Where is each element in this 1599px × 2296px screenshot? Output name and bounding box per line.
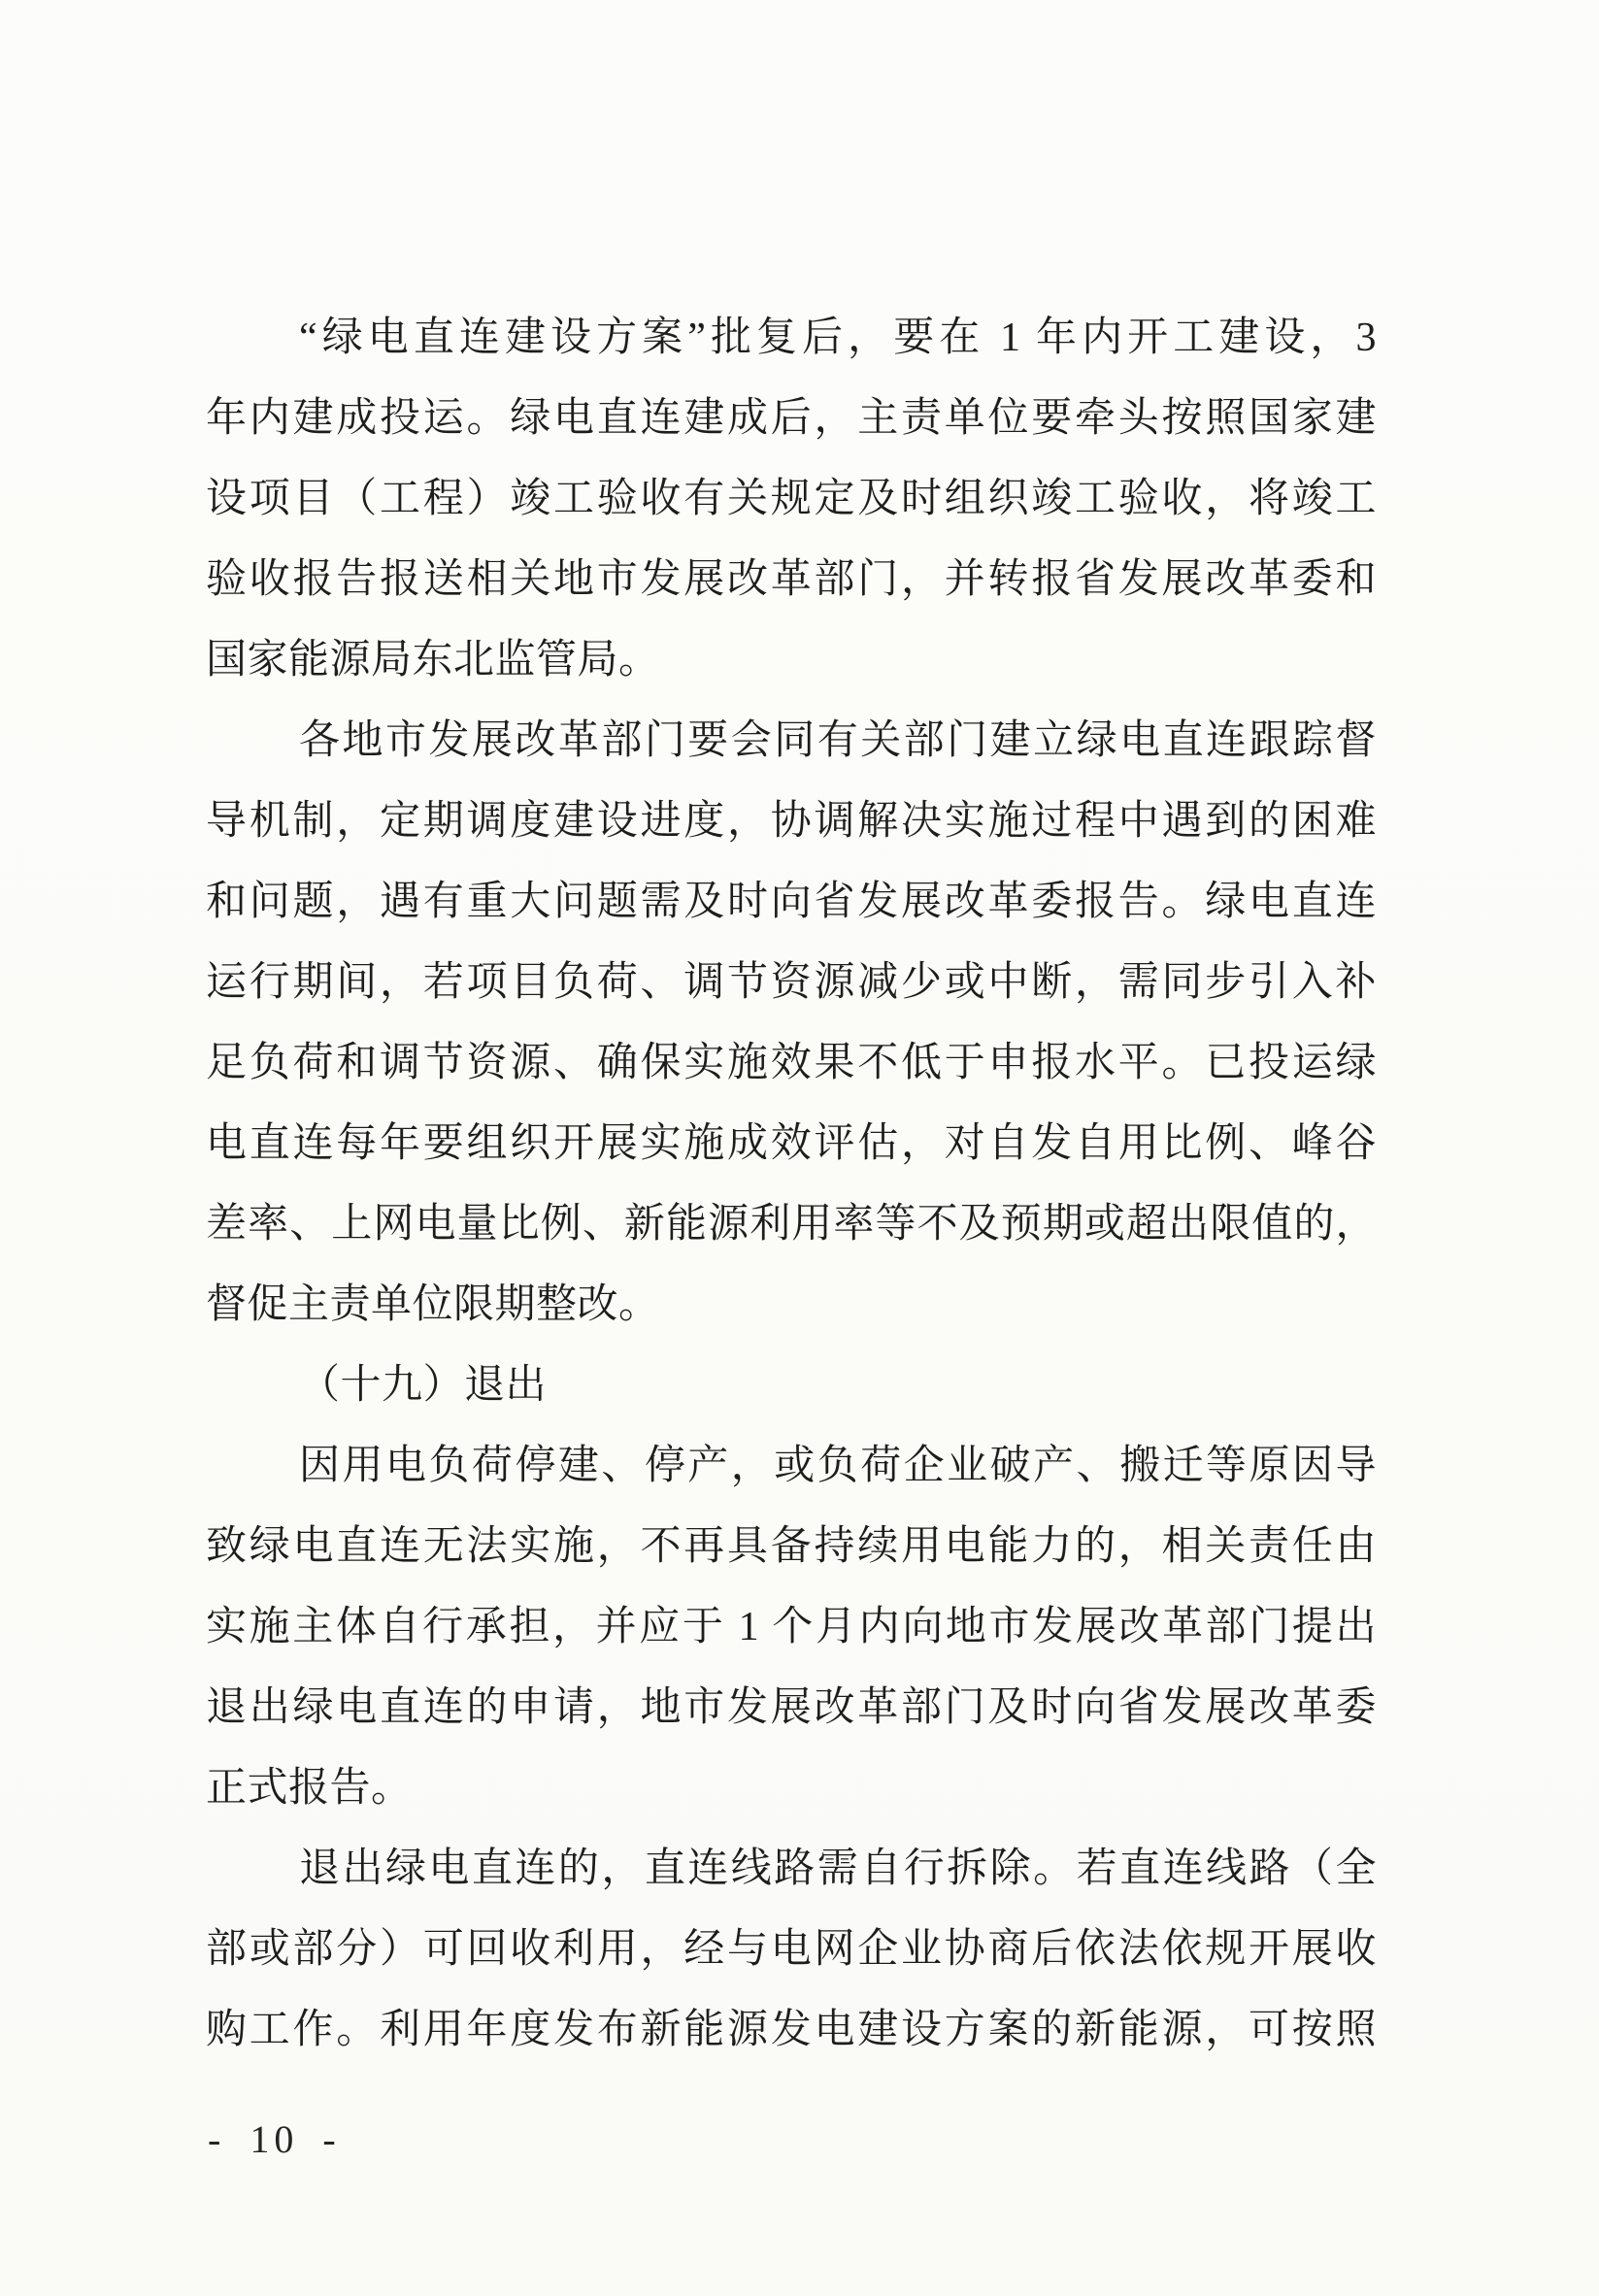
text-line: 正式报告。 [206,1766,413,1811]
text-line: 验收报告报送相关地市发展改革部门，并转报省发展改革委和 [206,557,1377,602]
body-text [206,298,1377,2071]
text-line: 督促主责单位限期整改。 [206,1282,660,1327]
text-line: 导机制，定期调度建设进度，协调解决实施过程中遇到的困难 [206,799,1377,844]
text-line: 购工作。利用年度发布新能源发电建设方案的新能源，可按照 [206,2008,1377,2052]
text-line: 差率、上网电量比例、新能源利用率等不及预期或超出限值的， [206,1202,1377,1247]
text-line: “绿电直连建设方案”批复后，要在 1 年内开工建设，3 [299,316,1377,360]
text-line: 国家能源局东北监管局。 [206,638,660,682]
text-line: 年内建成投运。绿电直连建成后，主责单位要牵头按照国家建 [206,396,1377,441]
text-line: 退出绿电直连的，直连线路需自行拆除。若直连线路（全 [299,1847,1377,1891]
text-line: 运行期间，若项目负荷、调节资源减少或中断，需同步引入补 [206,960,1377,1005]
section-heading-19: （十九）退出 [299,1363,548,1408]
text-line: 足负荷和调节资源、确保实施效果不低于申报水平。已投运绿 [206,1041,1377,1085]
text-line: 各地市发展改革部门要会同有关部门建立绿电直连跟踪督 [299,718,1377,763]
text-line: 实施主体自行承担，并应于 1 个月内向地市发展改革部门提出 [206,1605,1377,1649]
text-line: 电直连每年要组织开展实施成效评估，对自发自用比例、峰谷 [206,1121,1377,1166]
page-number: - 10 - [208,2117,341,2161]
text-line: 设项目（工程）竣工验收有关规定及时组织竣工验收，将竣工 [206,477,1377,521]
text-line: 和问题，遇有重大问题需及时向省发展改革委报告。绿电直连 [206,880,1377,924]
text-line: 致绿电直连无法实施，不再具备持续用电能力的，相关责任由 [206,1524,1377,1569]
text-line: 部或部分）可回收利用，经与电网企业协商后依法依规开展收 [206,1927,1377,1972]
text-line: 因用电负荷停建、停产，或负荷企业破产、搬迁等原因导 [299,1444,1377,1488]
text-line: 退出绿电直连的申请，地市发展改革部门及时向省发展改革委 [206,1685,1377,1730]
